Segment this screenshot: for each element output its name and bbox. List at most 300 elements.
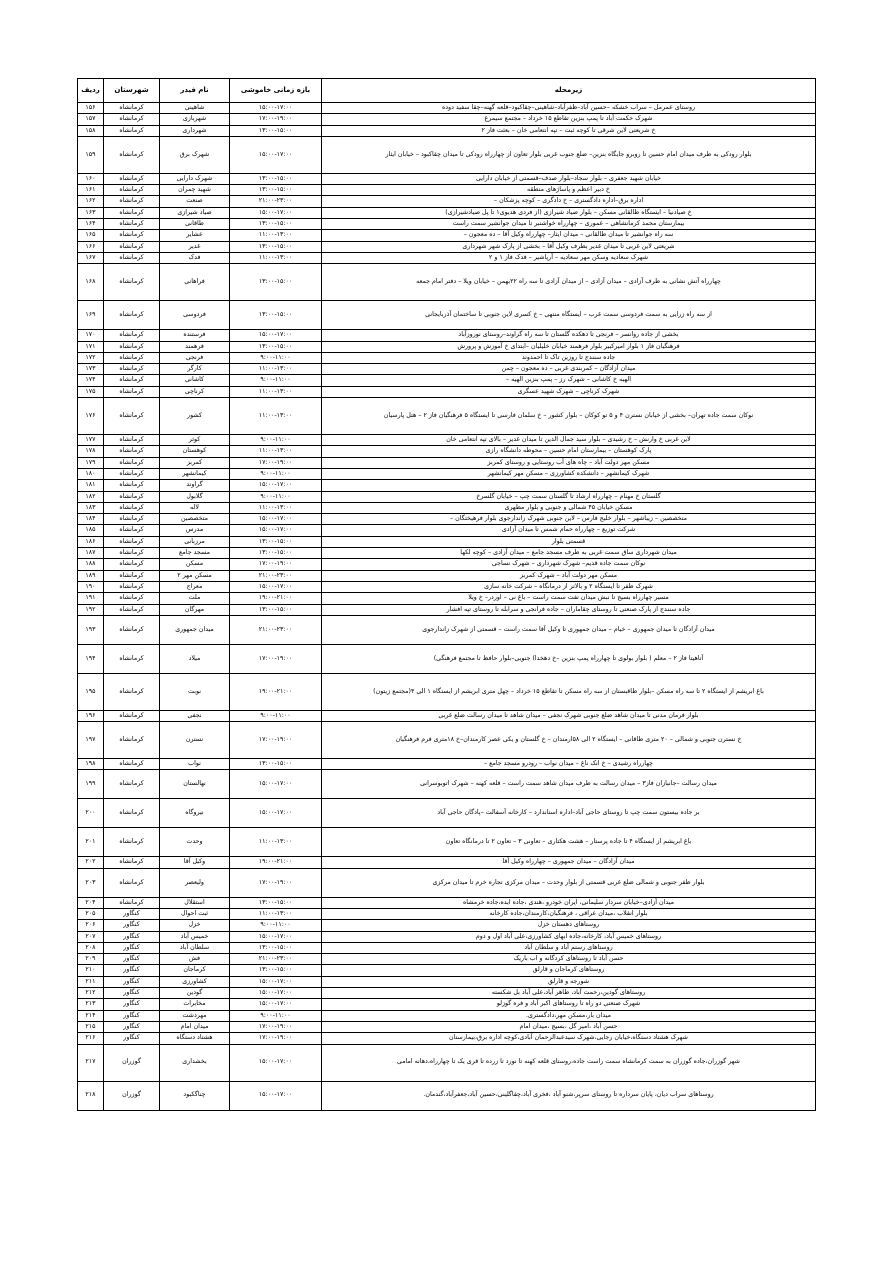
cell-feeder: نسترن bbox=[160, 722, 230, 759]
cell-city: کرمانشاه bbox=[104, 375, 160, 386]
cell-city: کنگاور bbox=[104, 920, 160, 931]
table-row bbox=[78, 931, 816, 942]
cell-feeder: صنعت bbox=[160, 196, 230, 207]
table-header bbox=[78, 79, 816, 103]
column-header-row: ردیف bbox=[78, 79, 104, 103]
cell-row-number: ۲۱۸ bbox=[78, 1081, 104, 1110]
cell-row-number: ۱۶۰ bbox=[78, 173, 104, 184]
cell-feeder: کشور bbox=[160, 398, 230, 435]
cell-time: ۹:۰۰-۱۱:۰۰ bbox=[230, 710, 322, 721]
table-row bbox=[78, 364, 816, 375]
cell-row-number: ۲۰۲ bbox=[78, 857, 104, 868]
cell-area: بر جاده بیستون سمت چپ تا روستای حاجی آباد–اداره استاندارد – کارخانه آسفالت –پادگان حاجی آباد bbox=[322, 799, 816, 828]
table-row bbox=[78, 301, 816, 330]
cell-feeder: مسکن bbox=[160, 559, 230, 570]
cell-feeder: نجفی bbox=[160, 710, 230, 721]
cell-city: کرمانشاه bbox=[104, 114, 160, 125]
cell-row-number: ۱۹۸ bbox=[78, 759, 104, 770]
table-row bbox=[78, 857, 816, 868]
table-row bbox=[78, 615, 816, 644]
cell-city: کرمانشاه bbox=[104, 828, 160, 857]
cell-row-number: ۲۰۴ bbox=[78, 897, 104, 908]
table-row bbox=[78, 114, 816, 125]
cell-feeder: طاقانی bbox=[160, 219, 230, 230]
cell-feeder: شاهینی bbox=[160, 103, 230, 114]
cell-time: ۱۹:۰۰-۲۱:۰۰ bbox=[230, 857, 322, 868]
cell-city: کرمانشاه bbox=[104, 502, 160, 513]
cell-row-number: ۱۷۲ bbox=[78, 352, 104, 363]
cell-city: کرمانشاه bbox=[104, 219, 160, 230]
cell-row-number: ۱۶۳ bbox=[78, 207, 104, 218]
cell-feeder: ولیعصر bbox=[160, 868, 230, 897]
cell-time: ۱۳:۰۰-۱۵:۰۰ bbox=[230, 965, 322, 976]
table-row bbox=[78, 1021, 816, 1032]
cell-time: ۱۵:۰۰-۱۷:۰۰ bbox=[230, 999, 322, 1010]
cell-feeder: عشایر bbox=[160, 230, 230, 241]
cell-time: ۱۵:۰۰-۱۷:۰۰ bbox=[230, 581, 322, 592]
cell-time: ۱۱:۰۰-۱۳:۰۰ bbox=[230, 828, 322, 857]
cell-area: جاده سنندج تا روزین تاک تا احمدوند bbox=[322, 352, 816, 363]
cell-feeder: مسجد جامع bbox=[160, 548, 230, 559]
cell-city: کرمانشاه bbox=[104, 103, 160, 114]
cell-feeder: ثبت احوال bbox=[160, 908, 230, 919]
cell-area: چهارراه آتش نشانی به طرف آزادی – میدان آزادی – از میدان آزادی تا سه راه ۲۲بهمن – خیابان ویلا – دفتر امام جمعه bbox=[322, 264, 816, 301]
cell-row-number: ۱۹۷ bbox=[78, 722, 104, 759]
cell-city: کرمانشاه bbox=[104, 559, 160, 570]
cell-time: ۱۹:۰۰-۲۱:۰۰ bbox=[230, 673, 322, 710]
cell-feeder: لاله bbox=[160, 502, 230, 513]
cell-row-number: ۲۱۱ bbox=[78, 976, 104, 987]
cell-time: ۱۷:۰۰-۱۹:۰۰ bbox=[230, 644, 322, 673]
cell-city: کرمانشاه bbox=[104, 514, 160, 525]
cell-time: ۱۷:۰۰-۱۹:۰۰ bbox=[230, 114, 322, 125]
cell-feeder: کوثر bbox=[160, 435, 230, 446]
cell-city: کرمانشاه bbox=[104, 525, 160, 536]
table-row bbox=[78, 1033, 816, 1044]
cell-city: کرمانشاه bbox=[104, 673, 160, 710]
cell-area: فرهنگیان فاز ۱ بلوار امیرکبیر بلوار فرهمند خیابان خلیلیان –ابتدای خ آموزش و پرورش bbox=[322, 341, 816, 352]
cell-city: کنگاور bbox=[104, 1010, 160, 1021]
cell-time: ۱۳:۰۰-۱۵:۰۰ bbox=[230, 942, 322, 953]
cell-feeder: فراهانی bbox=[160, 264, 230, 301]
cell-area: شهرک هشتاد دستگاه،خیابان رجایی،شهرک سیدعبدالرحمان آبادی،کوچه اداره برق،بیمارستان bbox=[322, 1033, 816, 1044]
cell-row-number: ۱۸۵ bbox=[78, 525, 104, 536]
table-row bbox=[78, 264, 816, 301]
cell-feeder: متخصصین bbox=[160, 514, 230, 525]
cell-area: روستاهای گودین،رحمت آباد، طاهر آباد،علی آباد بل شکسته bbox=[322, 988, 816, 999]
cell-feeder: نواب bbox=[160, 759, 230, 770]
cell-row-number: ۱۹۴ bbox=[78, 644, 104, 673]
cell-row-number: ۱۸۱ bbox=[78, 480, 104, 491]
cell-time: ۱۱:۰۰-۱۳:۰۰ bbox=[230, 908, 322, 919]
cell-time: ۲۱:۰۰-۲۳:۰۰ bbox=[230, 954, 322, 965]
table-row bbox=[78, 173, 816, 184]
cell-feeder: کاشانی bbox=[160, 375, 230, 386]
cell-area: شهرک سعادیه وسکن مهر سعادیه – آرپاشیر – فدک فاز ۱ و ۲ bbox=[322, 252, 816, 263]
cell-row-number: ۱۶۹ bbox=[78, 301, 104, 330]
cell-time: ۹:۰۰-۱۱:۰۰ bbox=[230, 920, 322, 931]
cell-row-number: ۲۱۷ bbox=[78, 1044, 104, 1081]
cell-row-number: ۲۱۵ bbox=[78, 1021, 104, 1032]
cell-city: کرمانشاه bbox=[104, 868, 160, 897]
cell-row-number: ۱۸۷ bbox=[78, 548, 104, 559]
cell-feeder: کمربز bbox=[160, 457, 230, 468]
cell-city: کرمانشاه bbox=[104, 125, 160, 136]
table-row bbox=[78, 942, 816, 953]
cell-time: ۱۳:۰۰-۱۵:۰۰ bbox=[230, 897, 322, 908]
cell-row-number: ۱۹۵ bbox=[78, 673, 104, 710]
cell-area: چهارراه رشیدی – خ انک ناغ – میدان نواب – رودرو مسجد جامع – bbox=[322, 759, 816, 770]
column-header-time: بازه زمانی خاموشی bbox=[230, 79, 322, 103]
table-row bbox=[78, 468, 816, 479]
cell-feeder: کیمانشهر bbox=[160, 468, 230, 479]
table-row bbox=[78, 207, 816, 218]
table-header-row bbox=[78, 79, 816, 103]
cell-feeder: فرنجی bbox=[160, 352, 230, 363]
cell-time: ۱۹:۰۰-۲۱:۰۰ bbox=[230, 593, 322, 604]
cell-feeder: صیاد شیرازی bbox=[160, 207, 230, 218]
cell-area: گلستان خ مهنام – چهارراه ارشاد تا گلستان سمت چپ – خیابان گلسرخ bbox=[322, 491, 816, 502]
table-row bbox=[78, 502, 816, 513]
cell-row-number: ۱۶۴ bbox=[78, 219, 104, 230]
cell-area: سه راه جوانشیر تا میدان طالقانی – میدان ایثار– چهارراه وکیل آقا – ده معجون – bbox=[322, 230, 816, 241]
cell-time: ۱۱:۰۰-۱۳:۰۰ bbox=[230, 386, 322, 397]
cell-area: بلوار ظفر جنوبی و شمالی ضلع غربی قسمتی از بلوار وحدت – میدان مرکزی تجاره خرم تا میدان مرکزی bbox=[322, 868, 816, 897]
cell-area: مسکن مهر دولت آباد – شهرک کمربز bbox=[322, 570, 816, 581]
cell-time: ۹:۰۰-۱۱:۰۰ bbox=[230, 468, 322, 479]
cell-area: شریعتی لاین غربی تا میدان غدیر بطرف وکیل آقا – بخشی از پارک شهر شهرداری bbox=[322, 241, 816, 252]
table-row bbox=[78, 525, 816, 536]
cell-city: گوزران bbox=[104, 1081, 160, 1110]
table-row bbox=[78, 352, 816, 363]
cell-feeder: مدرس bbox=[160, 525, 230, 536]
table-row bbox=[78, 480, 816, 491]
cell-feeder: کشاورزی bbox=[160, 976, 230, 987]
cell-feeder: نوبت bbox=[160, 673, 230, 710]
table-row bbox=[78, 219, 816, 230]
cell-city: کرمانشاه bbox=[104, 301, 160, 330]
cell-time: ۲۱:۰۰-۲۳:۰۰ bbox=[230, 196, 322, 207]
cell-city: کنگاور bbox=[104, 965, 160, 976]
cell-city: کرمانشاه bbox=[104, 446, 160, 457]
cell-feeder: نهالستان bbox=[160, 770, 230, 799]
table-row bbox=[78, 770, 816, 799]
cell-row-number: ۱۸۴ bbox=[78, 514, 104, 525]
cell-area: بلوار فرمان مدنی تا میدان شاهد ضلع جنوبی شهرک نجفی – میدان شاهد تا میدان رسالت ضلع غربی bbox=[322, 710, 816, 721]
cell-row-number: ۲۱۳ bbox=[78, 999, 104, 1010]
cell-time: ۹:۰۰-۱۱:۰۰ bbox=[230, 375, 322, 386]
cell-area: بیمارستان محمد کرمانشاهی – عموری – چهارراه خواشنبر تا میدان جوانشیر سمت راست bbox=[322, 219, 816, 230]
cell-city: کرمانشاه bbox=[104, 722, 160, 759]
cell-city: کنگاور bbox=[104, 988, 160, 999]
cell-area: بلوار انقلاب ،میدان عراقی ، فرهنگیان،کارمندان،جاده کارخانه bbox=[322, 908, 816, 919]
cell-row-number: ۱۶۵ bbox=[78, 230, 104, 241]
cell-row-number: ۱۸۳ bbox=[78, 502, 104, 513]
cell-area: نوکان سمت جاده قدیم– شهرک شهرداری – شهرک نساجی bbox=[322, 559, 816, 570]
table-row bbox=[78, 457, 816, 468]
cell-row-number: ۲۱۴ bbox=[78, 1010, 104, 1021]
cell-city: کنگاور bbox=[104, 976, 160, 987]
cell-feeder: بخشداری bbox=[160, 1044, 230, 1081]
cell-area: روستاهای خمیس آباد، کارخانه،جاده ابهای کشاورزی،علی آباد اول و دوم bbox=[322, 931, 816, 942]
cell-city: کرمانشاه bbox=[104, 548, 160, 559]
cell-city: کرمانشاه bbox=[104, 710, 160, 721]
cell-city: کرمانشاه bbox=[104, 615, 160, 644]
cell-row-number: ۲۰۰ bbox=[78, 799, 104, 828]
cell-row-number: ۱۶۲ bbox=[78, 196, 104, 207]
cell-city: کرمانشاه bbox=[104, 759, 160, 770]
cell-city: کرمانشاه bbox=[104, 435, 160, 446]
cell-time: ۱۳:۰۰-۱۵:۰۰ bbox=[230, 301, 322, 330]
cell-city: کرمانشاه bbox=[104, 857, 160, 868]
cell-area: جاده سنندج از پارک صنعتی تا روستای چقاماران – جاده فرانجی و سرابله تا روستای تپه افشار bbox=[322, 604, 816, 615]
cell-feeder: کرناچی bbox=[160, 386, 230, 397]
cell-row-number: ۱۷۹ bbox=[78, 457, 104, 468]
cell-feeder: گودین bbox=[160, 988, 230, 999]
cell-area: از سه راه زرایی به سمت فردوسی سمت غرب – ایستگاه منتهی – خ کسری لاین جنوبی تا ساختمان آذربایجانی bbox=[322, 301, 816, 330]
cell-city: کرمانشاه bbox=[104, 644, 160, 673]
table-row bbox=[78, 514, 816, 525]
cell-row-number: ۱۹۲ bbox=[78, 604, 104, 615]
cell-row-number: ۱۹۰ bbox=[78, 581, 104, 592]
cell-area: شرکت توزیع – چهارراه حمام شمس تا میدان آزادی bbox=[322, 525, 816, 536]
cell-city: کرمانشاه bbox=[104, 386, 160, 397]
table-row bbox=[78, 125, 816, 136]
cell-area: بخشی از جاده روانسر – فرنجی تا دهکده گلستان تا سه راه گراوند–روستای نوروزآباد bbox=[322, 330, 816, 341]
cell-row-number: ۲۰۸ bbox=[78, 942, 104, 953]
cell-feeder: هشتاد دستگاه bbox=[160, 1033, 230, 1044]
cell-area: آتاهیتا فاز ۲ – معلم ( بلوار بولوی تا چهارراه پمپ بنزین –خ دهخدا) جنوبی–بلوار حافظ تا مجتمع فرهنگی) bbox=[322, 644, 816, 673]
cell-feeder: شهرداری bbox=[160, 125, 230, 136]
cell-row-number: ۱۸۰ bbox=[78, 468, 104, 479]
cell-time: ۲۱:۰۰-۲۳:۰۰ bbox=[230, 615, 322, 644]
cell-row-number: ۱۹۹ bbox=[78, 770, 104, 799]
cell-time: ۱۳:۰۰-۱۵:۰۰ bbox=[230, 185, 322, 196]
cell-area: نوکان سمت جاده تهران– بخشی از خیابان نسترن ۴ و ۵ تو کوکان – بلوار کشور – خ سلمان فارسی تا ایستگاه ۵ فرهنگیان فاز ۲ – هتل پارسیان bbox=[322, 398, 816, 435]
cell-time: ۹:۰۰-۱۱:۰۰ bbox=[230, 1010, 322, 1021]
cell-time: ۱۵:۰۰-۱۷:۰۰ bbox=[230, 480, 322, 491]
cell-city: کنگاور bbox=[104, 999, 160, 1010]
cell-city: کرمانشاه bbox=[104, 604, 160, 615]
cell-area: اداره برق–اداره دادگستری – خ دادگری – کوچه پزشکان – bbox=[322, 196, 816, 207]
cell-feeder: گراوند bbox=[160, 480, 230, 491]
cell-area: خ شریعتی لاین شرقی تا کوچه ثبت – تپه انتعامی خان – بعثت فاز ۲ bbox=[322, 125, 816, 136]
cell-city: کنگاور bbox=[104, 1021, 160, 1032]
cell-city: کنگاور bbox=[104, 908, 160, 919]
cell-time: ۱۵:۰۰-۱۷:۰۰ bbox=[230, 514, 322, 525]
table-row bbox=[78, 920, 816, 931]
cell-city: کرمانشاه bbox=[104, 536, 160, 547]
cell-time: ۱۵:۰۰-۱۷:۰۰ bbox=[230, 1044, 322, 1081]
cell-area: شهرک صنعتی دو راه تا روستاهای اکبر آباد و فره گوزلو bbox=[322, 999, 816, 1010]
cell-row-number: ۲۰۱ bbox=[78, 828, 104, 857]
cell-feeder: فردوسی bbox=[160, 301, 230, 330]
cell-feeder: سلطان آباد bbox=[160, 942, 230, 953]
cell-row-number: ۱۷۱ bbox=[78, 341, 104, 352]
cell-row-number: ۱۷۶ bbox=[78, 398, 104, 435]
cell-feeder: مهردشت bbox=[160, 1010, 230, 1021]
cell-time: ۱۵:۰۰-۱۷:۰۰ bbox=[230, 207, 322, 218]
table-row bbox=[78, 185, 816, 196]
cell-time: ۱۳:۰۰-۱۵:۰۰ bbox=[230, 759, 322, 770]
cell-city: گوزران bbox=[104, 1044, 160, 1081]
table-row bbox=[78, 965, 816, 976]
cell-time: ۱۷:۰۰-۱۹:۰۰ bbox=[230, 457, 322, 468]
cell-area: مسکن مهر دولت آباد – چاه های آب روستایی و روستای کمربز bbox=[322, 457, 816, 468]
cell-time: ۱۵:۰۰-۱۷:۰۰ bbox=[230, 988, 322, 999]
cell-area: میدان آزادی–خیابان سردار سلیمانی، ایران خودرو ،هندی ،جاده ابده،جاده خرمشاه bbox=[322, 897, 816, 908]
cell-area: روستای عمرمل – سراب خشکه –حسین آباد–ظفرآباد–شاهینی–چقاکبود–قلعه گهنه–چقا سفید دوده bbox=[322, 103, 816, 114]
cell-feeder: فرستنده bbox=[160, 330, 230, 341]
table-row bbox=[78, 897, 816, 908]
cell-feeder: شهرک برق bbox=[160, 136, 230, 173]
cell-feeder: فدک bbox=[160, 252, 230, 263]
table-row bbox=[78, 1044, 816, 1081]
cell-time: ۱۱:۰۰-۱۳:۰۰ bbox=[230, 364, 322, 375]
cell-area: میدان رسالت –جانبازان فاز۳ – میدان رسالت به طرف میدان شاهد سمت راست – قلعه کهنه – شهرک اتوبوسرانی bbox=[322, 770, 816, 799]
cell-area: روستاهای سراب دیان، پایان سرداره تا روستای سرپر،شنو آباد ،فخری آباد،چقاگلینی،حسین آباد،جعفرآباد،گندمان. bbox=[322, 1081, 816, 1110]
cell-row-number: ۲۱۲ bbox=[78, 988, 104, 999]
table-row bbox=[78, 386, 816, 397]
cell-city: کرمانشاه bbox=[104, 468, 160, 479]
table-row bbox=[78, 604, 816, 615]
cell-area: مسیر چهارراه بسیج تا نبش میدان نفت سمت راست – باغ نی – اوردر– خ ویلا bbox=[322, 593, 816, 604]
cell-city: کرمانشاه bbox=[104, 341, 160, 352]
cell-city: کرمانشاه bbox=[104, 491, 160, 502]
table-row bbox=[78, 954, 816, 965]
cell-city: کرمانشاه bbox=[104, 593, 160, 604]
cell-row-number: ۱۶۶ bbox=[78, 241, 104, 252]
cell-area: مسکن خیابان ۴۵ شمالی و جنوبی و بلوار مطهری bbox=[322, 502, 816, 513]
cell-time: ۱۵:۰۰-۱۷:۰۰ bbox=[230, 931, 322, 942]
cell-area: خ نسترن جنوبی و شمالی – ۲۰ متری طاقانی – ایستگاه ۲ الی ۵۸ارمندان – خ گلستان و یکی عصر کارمندان–خ ۱۸متری فرم فرهنگیان bbox=[322, 722, 816, 759]
cell-feeder: فرهمند bbox=[160, 341, 230, 352]
cell-city: کنگاور bbox=[104, 931, 160, 942]
cell-city: کرمانشاه bbox=[104, 264, 160, 301]
table-row bbox=[78, 435, 816, 446]
cell-time: ۱۳:۰۰-۱۵:۰۰ bbox=[230, 219, 322, 230]
cell-row-number: ۲۰۵ bbox=[78, 908, 104, 919]
cell-row-number: ۲۰۹ bbox=[78, 954, 104, 965]
table-row bbox=[78, 446, 816, 457]
cell-time: ۹:۰۰-۱۱:۰۰ bbox=[230, 491, 322, 502]
cell-city: کرمانشاه bbox=[104, 799, 160, 828]
cell-row-number: ۱۹۱ bbox=[78, 593, 104, 604]
cell-area: باغ ابریشم از ایستگاه ۴ تا جاده پرستار – هشت هکتاری – تعاونی ۳ – تعاون ۲ تا درمانگاه تعاون bbox=[322, 828, 816, 857]
cell-row-number: ۱۵۶ bbox=[78, 103, 104, 114]
table-row bbox=[78, 722, 816, 759]
cell-time: ۱۵:۰۰-۱۷:۰۰ bbox=[230, 799, 322, 828]
cell-city: کرمانشاه bbox=[104, 457, 160, 468]
cell-row-number: ۲۰۳ bbox=[78, 868, 104, 897]
cell-area: شهرک کیمانشهر – دانشکده کشاورزی – مسکن مهر کیمانشهر bbox=[322, 468, 816, 479]
cell-feeder: چناگکبود bbox=[160, 1081, 230, 1110]
table-row bbox=[78, 559, 816, 570]
table-row bbox=[78, 398, 816, 435]
cell-city: کنگاور bbox=[104, 1033, 160, 1044]
cell-feeder: معراج bbox=[160, 581, 230, 592]
cell-feeder: غدیر bbox=[160, 241, 230, 252]
cell-area: روستاهای دهستان خزل bbox=[322, 920, 816, 931]
table-row bbox=[78, 593, 816, 604]
cell-row-number: ۱۷۳ bbox=[78, 364, 104, 375]
cell-row-number: ۱۷۸ bbox=[78, 446, 104, 457]
cell-row-number: ۱۶۱ bbox=[78, 185, 104, 196]
cell-row-number: ۲۱۶ bbox=[78, 1033, 104, 1044]
cell-city: کرمانشاه bbox=[104, 207, 160, 218]
table-row bbox=[78, 644, 816, 673]
cell-row-number: ۲۰۶ bbox=[78, 920, 104, 931]
cell-feeder: مخابرات bbox=[160, 999, 230, 1010]
cell-area: شهر گوزران،جاده گوزران به سمت کرمانشاه سمت راست جاده،روستای قلعه کهنه تا نورد تا زرده تا قری یک تا چهارراه،دهانه امامی bbox=[322, 1044, 816, 1081]
cell-row-number: ۱۶۸ bbox=[78, 264, 104, 301]
cell-area: قسمتی بلوار bbox=[322, 536, 816, 547]
cell-city: کرمانشاه bbox=[104, 136, 160, 173]
table-row bbox=[78, 828, 816, 857]
cell-row-number: ۱۸۹ bbox=[78, 570, 104, 581]
cell-time: ۱۱:۰۰-۱۳:۰۰ bbox=[230, 230, 322, 241]
cell-feeder: خزل bbox=[160, 920, 230, 931]
table-row bbox=[78, 136, 816, 173]
cell-feeder: میدان جمهوری bbox=[160, 615, 230, 644]
table-row bbox=[78, 976, 816, 987]
table-row bbox=[78, 673, 816, 710]
cell-time: ۱۱:۰۰-۱۳:۰۰ bbox=[230, 502, 322, 513]
cell-time: ۱۳:۰۰-۱۵:۰۰ bbox=[230, 264, 322, 301]
cell-time: ۲۱:۰۰-۲۳:۰۰ bbox=[230, 570, 322, 581]
cell-area: شورجه و قارلق bbox=[322, 976, 816, 987]
cell-row-number: ۱۷۰ bbox=[78, 330, 104, 341]
cell-feeder: استقلال bbox=[160, 897, 230, 908]
cell-area: حسن آباد ،امیر گل ،بسیج ،میدان امام bbox=[322, 1021, 816, 1032]
cell-area: خیابان شهید جعفری – بلوار سجاد–بلوار صدف–قسمتی از خیابان دارایی bbox=[322, 173, 816, 184]
cell-area: پارک کوهستان – بیمارستان امام حسین – محوطه دانشگاه رازی bbox=[322, 446, 816, 457]
cell-city: کرمانشاه bbox=[104, 352, 160, 363]
table-row bbox=[78, 1081, 816, 1110]
cell-feeder: میلاد bbox=[160, 644, 230, 673]
table-row bbox=[78, 799, 816, 828]
cell-row-number: ۱۹۶ bbox=[78, 710, 104, 721]
cell-time: ۹:۰۰-۱۱:۰۰ bbox=[230, 435, 322, 446]
column-header-area: زیرمحله bbox=[322, 79, 816, 103]
cell-city: کرمانشاه bbox=[104, 480, 160, 491]
table-row bbox=[78, 581, 816, 592]
cell-feeder: مهرگان bbox=[160, 604, 230, 615]
table-row bbox=[78, 341, 816, 352]
cell-time: ۱۳:۰۰-۱۵:۰۰ bbox=[230, 604, 322, 615]
cell-time: ۱۷:۰۰-۱۹:۰۰ bbox=[230, 722, 322, 759]
cell-time: ۱۱:۰۰-۱۳:۰۰ bbox=[230, 398, 322, 435]
cell-row-number: ۱۸۸ bbox=[78, 559, 104, 570]
table-row bbox=[78, 536, 816, 547]
cell-row-number: ۱۷۵ bbox=[78, 386, 104, 397]
cell-feeder: خمیس آباد bbox=[160, 931, 230, 942]
cell-feeder: شهربازی bbox=[160, 114, 230, 125]
cell-area: متخصصین – زیباشهر – بلوار خلیج فارس – لاین جنوبی شهرک زاندارجوی بلوار فرهیختگان – bbox=[322, 514, 816, 525]
cell-area: الهیه خ کاشانی – شهرک رز – پمپ بنزین الهیه – bbox=[322, 375, 816, 386]
cell-area: خ دبیر اعظم و پاساژهای منطقه bbox=[322, 185, 816, 196]
cell-city: کرمانشاه bbox=[104, 185, 160, 196]
cell-area: میدان شهرداری ساق سمت غربی به طرف مسجد جامع – میدان آزادی – کوچه لکها bbox=[322, 548, 816, 559]
cell-area: لاین غربی خ وارنش – خ رشیدی – بلوار سید جمال الدین تا میدان غدیر – بالای تپه انتعامی خان bbox=[322, 435, 816, 446]
cell-city: کرمانشاه bbox=[104, 241, 160, 252]
cell-city: کرمانشاه bbox=[104, 173, 160, 184]
table-row bbox=[78, 999, 816, 1010]
cell-time: ۱۷:۰۰-۱۹:۰۰ bbox=[230, 868, 322, 897]
cell-time: ۱۱:۰۰-۱۳:۰۰ bbox=[230, 252, 322, 263]
cell-time: ۱۷:۰۰-۱۹:۰۰ bbox=[230, 1021, 322, 1032]
cell-city: کرمانشاه bbox=[104, 330, 160, 341]
